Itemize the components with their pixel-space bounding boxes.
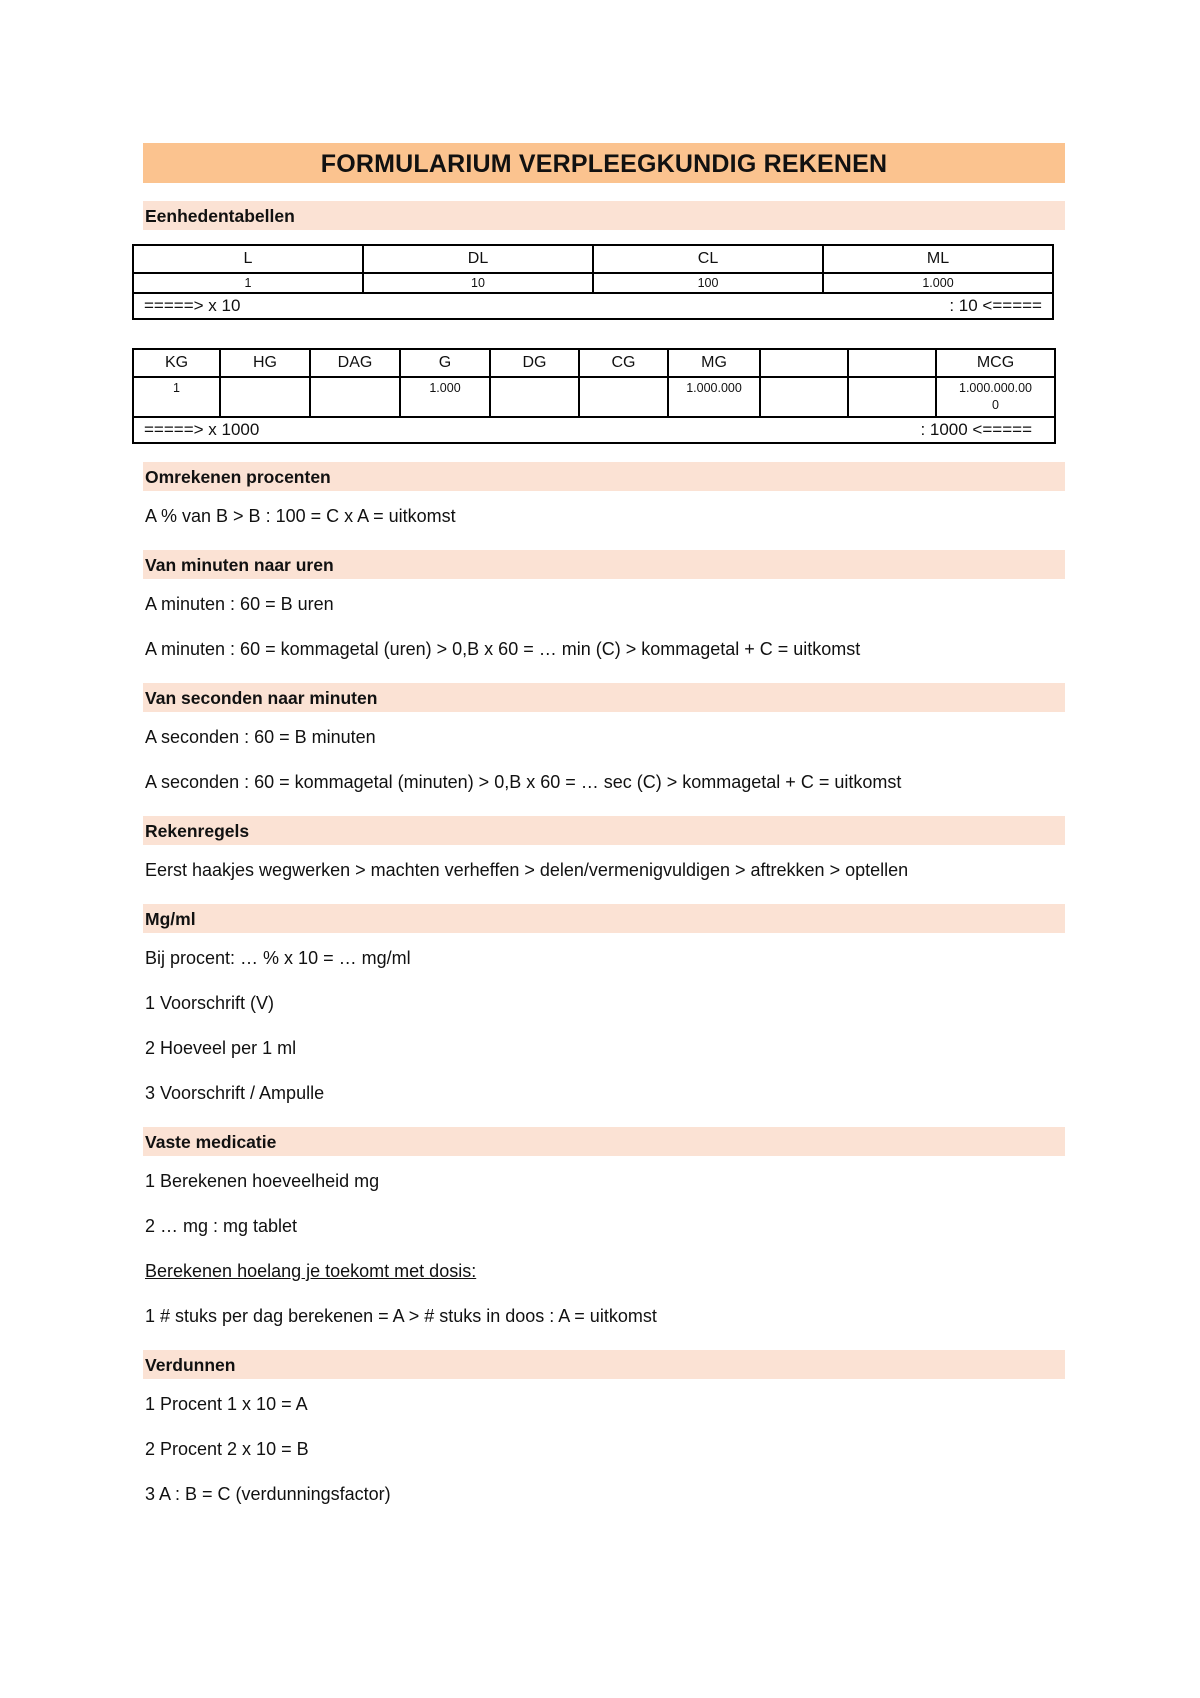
- section-heading-seconds-minutes: Van seconden naar minuten: [143, 683, 1065, 712]
- table-header-cell: CG: [579, 349, 668, 377]
- arrow-right-text: : 1000 <=====: [920, 420, 1032, 439]
- table-header-cell: [760, 349, 848, 377]
- section-heading-percent: Omrekenen procenten: [143, 462, 1065, 491]
- arrow-left-text: =====> x 10: [144, 296, 241, 315]
- arrow-left-text: =====> x 1000: [144, 420, 260, 439]
- table-header-cell: KG: [133, 349, 220, 377]
- table-cell: [848, 377, 936, 417]
- formula-line: A minuten : 60 = kommagetal (uren) > 0,B x 60 = … min (C) > kommagetal + C = uitkomst: [145, 639, 861, 659]
- table-header-cell: DAG: [310, 349, 400, 377]
- step-line: 1 Berekenen hoeveelheid mg: [145, 1171, 380, 1191]
- table-cell: 100: [593, 273, 823, 293]
- table-row: [133, 273, 1053, 293]
- step-line: 2 … mg : mg tablet: [145, 1216, 298, 1236]
- step-line: 1 Voorschrift (V): [145, 993, 275, 1013]
- table-header-cell: G: [400, 349, 490, 377]
- table-header-cell: ML: [823, 245, 1053, 273]
- formula-line: Eerst haakjes wegwerken > machten verheffen > delen/vermenigvuldigen > aftrekken > optellen: [145, 860, 909, 880]
- volume-unit-table: [132, 244, 1054, 320]
- section-heading-mgml: Mg/ml: [143, 904, 1065, 933]
- section-heading-units: Eenhedentabellen: [143, 201, 1065, 230]
- table-cell: 1.000.000: [668, 377, 760, 417]
- step-line: 1 Procent 1 x 10 = A: [145, 1394, 308, 1414]
- page-title: FORMULARIUM VERPLEEGKUNDIG REKENEN: [143, 143, 1065, 183]
- table-header-cell: HG: [220, 349, 310, 377]
- table-row: [133, 377, 1055, 417]
- table-cell: 1: [133, 377, 220, 417]
- table-row: [133, 293, 1053, 319]
- table-cell: [220, 377, 310, 417]
- section-heading-minutes-hours: Van minuten naar uren: [143, 550, 1065, 579]
- table-cell: 1.000: [823, 273, 1053, 293]
- step-line: 1 # stuks per dag berekenen = A > # stuks in doos : A = uitkomst: [145, 1306, 657, 1326]
- table-cell: [310, 377, 400, 417]
- table-header-cell: DL: [363, 245, 593, 273]
- table-cell: [579, 377, 668, 417]
- table-header-cell: CL: [593, 245, 823, 273]
- table-header-cell: L: [133, 245, 363, 273]
- arrow-right-text: : 10 <=====: [949, 296, 1042, 315]
- table-header-cell: MCG: [936, 349, 1055, 377]
- step-line: 3 Voorschrift / Ampulle: [145, 1083, 325, 1103]
- section-heading-dilute: Verdunnen: [143, 1350, 1065, 1379]
- table-header-cell: MG: [668, 349, 760, 377]
- section-heading-rules: Rekenregels: [143, 816, 1065, 845]
- formula-line: A seconden : 60 = B minuten: [145, 727, 376, 747]
- conversion-arrow-row: [133, 417, 1055, 443]
- table-row: [133, 349, 1055, 377]
- underlined-subheading: Berekenen hoelang je toekomt met dosis:: [145, 1261, 477, 1281]
- table-cell: 1: [133, 273, 363, 293]
- mass-unit-table: [132, 348, 1056, 444]
- formula-line: A % van B > B : 100 = C x A = uitkomst: [145, 506, 456, 526]
- table-row: [133, 245, 1053, 273]
- formula-line: A seconden : 60 = kommagetal (minuten) > 0,B x 60 = … sec (C) > kommagetal + C = uitkomst: [145, 772, 902, 792]
- table-cell: [490, 377, 579, 417]
- table-row: [133, 417, 1055, 443]
- table-header-cell: DG: [490, 349, 579, 377]
- table-cell: [760, 377, 848, 417]
- formula-line: Bij procent: … % x 10 = … mg/ml: [145, 948, 411, 968]
- step-line: 3 A : B = C (verdunningsfactor): [145, 1484, 391, 1504]
- step-line: 2 Procent 2 x 10 = B: [145, 1439, 309, 1459]
- step-line: 2 Hoeveel per 1 ml: [145, 1038, 297, 1058]
- table-cell: 1.000: [400, 377, 490, 417]
- table-cell: 1.000.000.00 0: [936, 377, 1055, 417]
- table-header-cell: [848, 349, 936, 377]
- section-heading-solid-medication: Vaste medicatie: [143, 1127, 1065, 1156]
- formula-line: A minuten : 60 = B uren: [145, 594, 334, 614]
- conversion-arrow-row: [133, 293, 1053, 319]
- document-page: [143, 143, 1065, 1528]
- table-cell: 10: [363, 273, 593, 293]
